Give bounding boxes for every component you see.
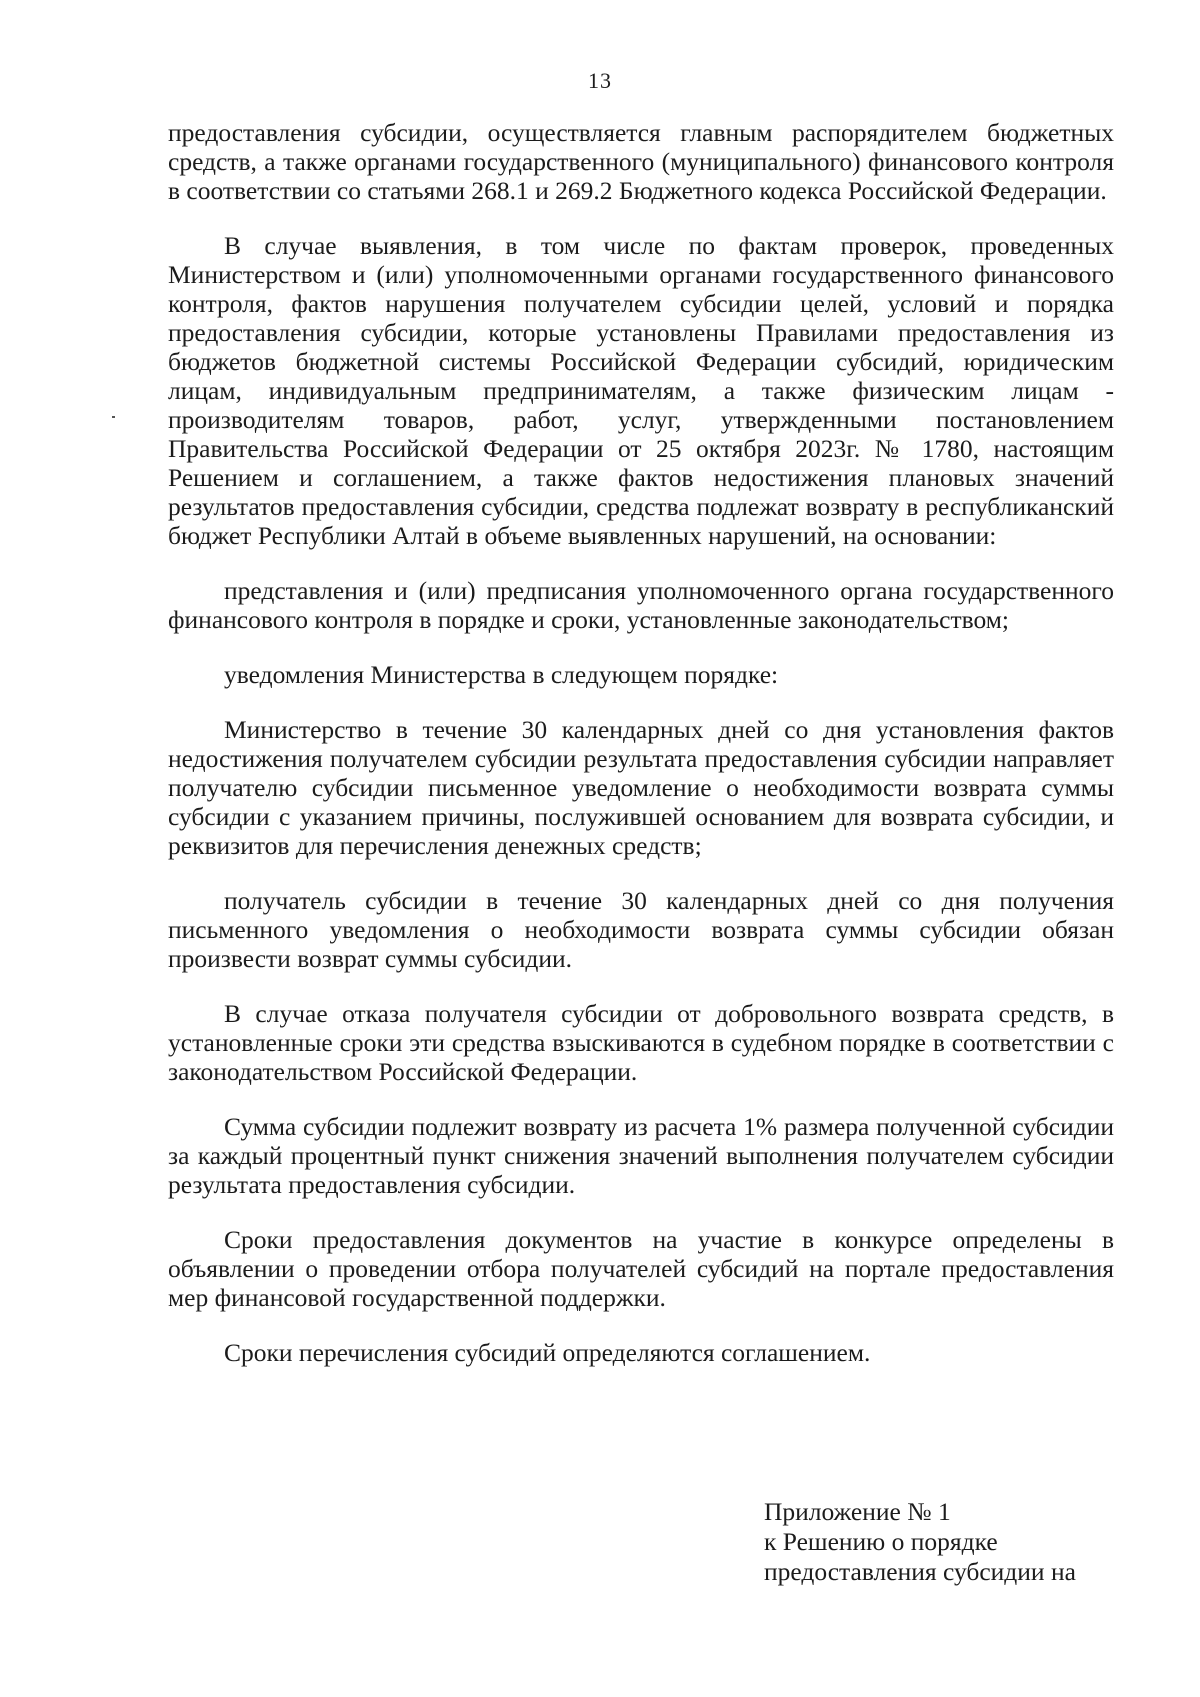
paragraph-transfer-deadlines: Сроки перечисления субсидий определяются соглашением. [224,1338,871,1367]
paragraph-return-amount: Сумма субсидии подлежит возврату из расчета 1% размера полученной субсидии за каждый процентный пункт снижения значений выполнения получателем субсидии результата предоставления субсидии. [168,1112,1114,1199]
page-number: 13 [588,68,612,93]
paragraph-ministry-notice: Министерство в течение 30 календарных дней со дня установления фактов недостижения получателем субсидии результата предоставления субсидии направляет получателю субсидии письменное уведомление о необходимости возврата суммы субсидии с указанием причины, послужившей основанием для возврата субсидии, и реквизитов для перечисления денежных средств; [168,715,1114,860]
paragraph-recipient-return: получатель субсидии в течение 30 календарных дней со дня получения письменного уведомления о необходимости возврата суммы субсидии обязан произвести возврат суммы субсидии. [168,886,1114,973]
paragraph-representation: представления и (или) предписания уполномоченного органа государственного финансового контроля в порядке и сроки, установленные законодательством; [168,576,1114,634]
appendix-heading [764,1497,1124,1587]
appendix-line-1: Приложение № 1 [764,1497,951,1526]
appendix-line-2: к Решению о порядке [764,1527,998,1556]
paragraph-document-deadlines: Сроки предоставления документов на участие в конкурсе определены в объявлении о проведении отбора получателей субсидий на портале предоставления мер финансовой государственной поддержки. [168,1225,1114,1312]
document-body [168,118,1114,1393]
paragraph-continuation: предоставления субсидии, осуществляется главным распорядителем бюджетных средств, а также органами государственного (муниципального) финансового контроля в соответствии со статьями 268.1 и 269.2 Бюджетного кодекса Российской Федерации. [168,118,1114,205]
paragraph-notification: уведомления Министерства в следующем порядке: [224,660,779,689]
scan-mark [112,416,115,418]
paragraph-refusal: В случае отказа получателя субсидии от добровольного возврата средств, в установленные сроки эти средства взыскиваются в судебном порядке в соответствии с законодательством Российской Федерации. [168,999,1114,1086]
appendix-line-3: предоставления субсидии на [764,1557,1076,1586]
paragraph-violations: В случае выявления, в том числе по фактам проверок, проведенных Министерством и (или) уполномоченными органами государственного финансового контроля, фактов нарушения получателем субсидии целей, условий и порядка предоставления субсидии, которые установлены Правилами предоставления из бюджетов бюджетной системы Российской Федерации субсидий, юридическим лицам, индивидуальным предпринимателям, а также физическим лицам - производителям товаров, работ, услуг, утвержденными постановлением Правительства Российской Федерации от 25 октября 2023г. № 1780, настоящим Решением и соглашением, а также фактов недостижения плановых значений результатов предоставления субсидии, средства подлежат возврату в республиканский бюджет Республики Алтай в объеме выявленных нарушений, на основании: [168,231,1114,550]
